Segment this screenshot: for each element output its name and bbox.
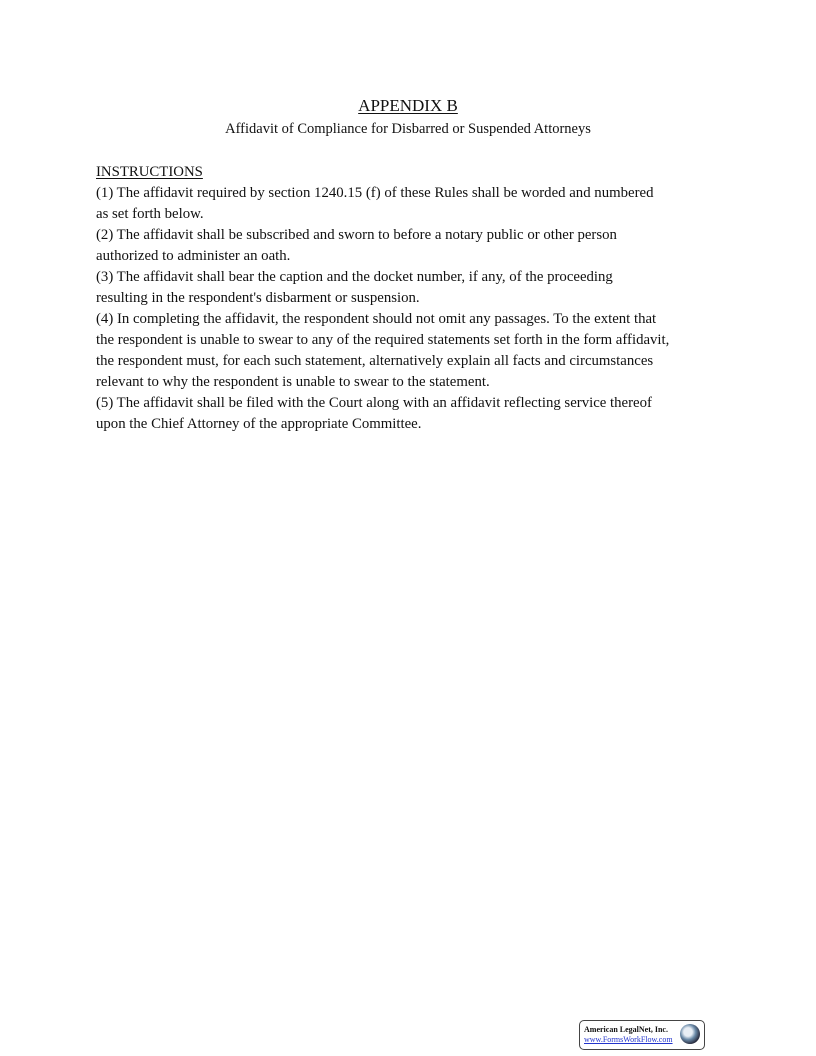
instruction-line: resulting in the respondent's disbarment or suspension. (96, 290, 420, 306)
instruction-line: the respondent is unable to swear to any of the required statements set forth in the form affidavit, (96, 332, 670, 348)
instructions-heading: INSTRUCTIONS (96, 164, 203, 180)
instruction-item (96, 393, 736, 435)
instruction-item (96, 225, 736, 267)
instruction-item (96, 309, 736, 393)
title-text: APPENDIX B (358, 96, 458, 115)
instruction-line: (4) In completing the affidavit, the respondent should not omit any passages. To the extent that (96, 311, 657, 327)
document-title (0, 96, 816, 116)
instruction-item (96, 267, 736, 309)
instruction-line: the respondent must, for each such statement, alternatively explain all facts and circumstances (96, 353, 654, 369)
instruction-line: (5) The affidavit shall be filed with the Court along with an affidavit reflecting service thereof (96, 395, 652, 411)
logo-company: American LegalNet, Inc. (584, 1025, 668, 1034)
globe-icon (680, 1024, 700, 1044)
instruction-item (96, 183, 736, 225)
instruction-line: relevant to why the respondent is unable to swear to the statement. (96, 374, 490, 390)
instruction-paragraphs (96, 183, 736, 435)
document-subtitle: Affidavit of Compliance for Disbarred or Suspended Attorneys (225, 121, 591, 137)
instruction-line: upon the Chief Attorney of the appropriate Committee. (96, 416, 422, 432)
instruction-line: (2) The affidavit shall be subscribed and sworn to before a notary public or other person (96, 227, 617, 243)
logo-url-link[interactable]: www.FormsWorkFlow.com (584, 1035, 673, 1044)
instructions-section (96, 162, 736, 435)
instruction-line: authorized to administer an oath. (96, 248, 291, 264)
instruction-line: (1) The affidavit required by section 1240.15 (f) of these Rules shall be worded and numbered (96, 185, 654, 201)
instruction-line: as set forth below. (96, 206, 204, 222)
footer-logo[interactable] (579, 1020, 705, 1050)
instruction-line: (3) The affidavit shall bear the caption and the docket number, if any, of the proceeding (96, 269, 613, 285)
